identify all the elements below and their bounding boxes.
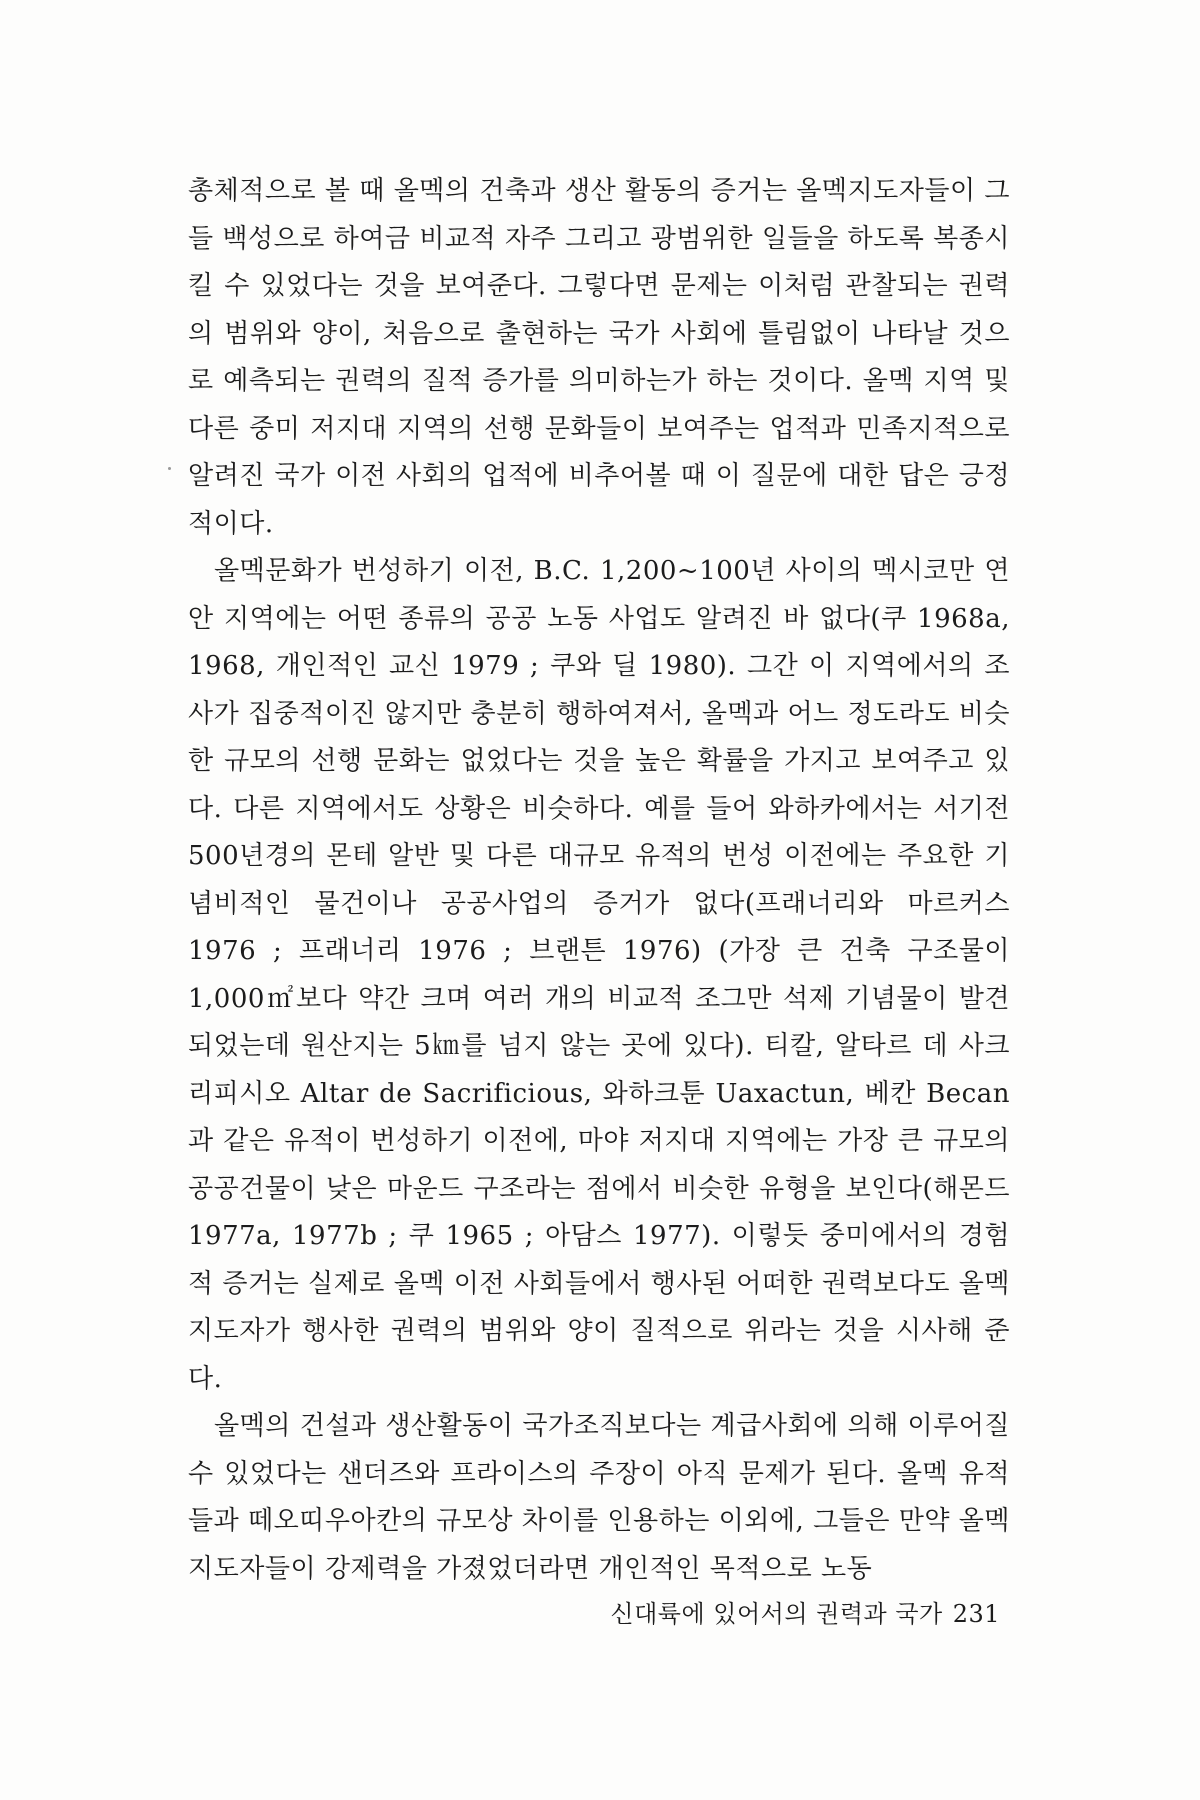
paragraph-3: 올멕의 건설과 생산활동이 국가조직보다는 계급사회에 의해 이루어질 수 있었다는 샌더즈와 프라이스의 주장이 아직 문제가 된다. 올멕 유적들과 떼오띠우아칸의 규모상 차이를 인용하는 이외에, 그들은 만약 올멕 지도자들이 강제력을 가졌었더라면 개인적인 목적으로 노동: [188, 1411, 1010, 1584]
scan-speck: [168, 467, 171, 470]
body-text: [188, 168, 1010, 1593]
paragraph-2: 올멕문화가 번성하기 이전, B.C. 1,200~100년 사이의 멕시코만 연안 지역에는 어떤 종류의 공공 노동 사업도 알려진 바 없다(쿠 1968a, 1968, 개인적인 교신 1979 ; 쿠와 딜 1980). 그간 이 지역에서의 조사가 집중적이진 않지만 충분히 행하여져서, 올멕과 어느 정도라도 비슷한 규모의 선행 문화는 없었다는 것을 높은 확률을 가지고 보여주고 있다. 다른 지역에서도 상황은 비슷하다. 예를 들어 와하카에서는 서기전 500년경의 몬테 알반 및 다른 대규모 유적의 번성 이전에는 주요한 기념비적인 물건이나 공공사업의 증거가 없다(프래너리와 마르커스 1976 ; 프래너리 1976 ; 브랜튼 1976) (가장 큰 건축 구조물이 1,000㎡보다 약간 크며 여러 개의 비교적 조그만 석제 기념물이 발견되었는데 원산지는 5㎞를 넘지 않는 곳에 있다). 티칼, 알타르 데 사크리피시오 Altar de Sacrificious, 와하크툰 Uaxactun, 베칸 Becan과 같은 유적이 번성하기 이전에, 마야 저지대 지역에는 가장 큰 규모의 공공건물이 낮은 마운드 구조라는 점에서 비슷한 유형을 보인다(해몬드 1977a, 1977b ; 쿠 1965 ; 아담스 1977). 이렇듯 중미에서의 경험적 증거는 실제로 올멕 이전 사회들에서 행사된 어떠한 권력보다도 올멕지도자가 행사한 권력의 범위와 양이 질적으로 위라는 것을 시사해 준다.: [188, 556, 1010, 1394]
page-footer: [610, 1594, 1000, 1629]
running-title: 신대륙에 있어서의 권력과 국가: [610, 1600, 943, 1628]
page-number: 231: [952, 1600, 1000, 1628]
paragraph-1: 총체적으로 볼 때 올멕의 건축과 생산 활동의 증거는 올멕지도자들이 그들 백성으로 하여금 비교적 자주 그리고 광범위한 일들을 하도록 복종시킬 수 있었다는 것을 보여준다. 그렇다면 문제는 이처럼 관찰되는 권력의 범위와 양이, 처음으로 출현하는 국가 사회에 틀림없이 나타날 것으로 예측되는 권력의 질적 증가를 의미하는가 하는 것이다. 올멕 지역 및 다른 중미 저지대 지역의 선행 문화들이 보여주는 업적과 민족지적으로 알려진 국가 이전 사회의 업적에 비추어볼 때 이 질문에 대한 답은 긍정적이다.: [188, 176, 1010, 539]
